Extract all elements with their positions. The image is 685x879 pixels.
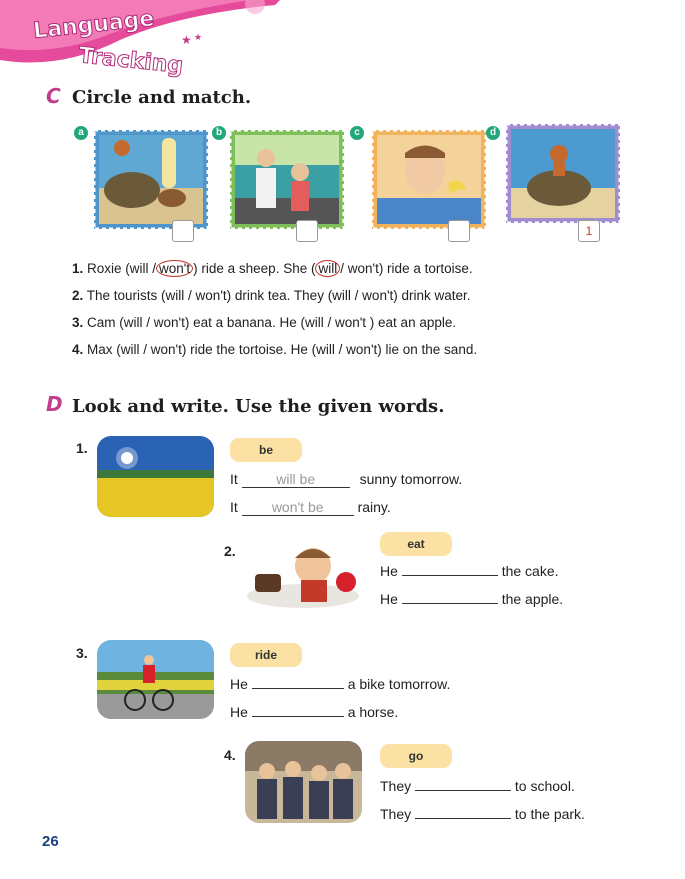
line-prefix: They bbox=[380, 778, 412, 794]
line-suffix: the cake. bbox=[501, 563, 559, 579]
line-prefix: He bbox=[380, 563, 398, 579]
answer-blank[interactable] bbox=[402, 603, 498, 604]
section-c-title: Circle and match. bbox=[72, 87, 252, 108]
section-d-letter: D bbox=[46, 392, 63, 416]
line-prefix: He bbox=[230, 704, 248, 720]
given-word-pill: eat bbox=[380, 532, 452, 556]
tortoise-dog-image bbox=[92, 128, 210, 231]
sentence-number: 1. bbox=[72, 261, 84, 276]
line-prefix: It bbox=[230, 499, 238, 515]
man-banana-image bbox=[370, 128, 488, 231]
answer-line bbox=[380, 563, 559, 579]
picture-c bbox=[354, 127, 488, 231]
answer-blank[interactable] bbox=[415, 818, 511, 819]
sentence-3 bbox=[72, 315, 456, 330]
sentence-2 bbox=[72, 288, 471, 303]
star-icon: ★ bbox=[194, 32, 203, 42]
sentence-text[interactable]: Max (will / won't) ride the tortoise. He (will / won't) lie on the sand. bbox=[87, 342, 478, 357]
picture-badge: d bbox=[486, 126, 500, 140]
picture-d bbox=[489, 122, 622, 238]
item-number: 3. bbox=[76, 645, 88, 661]
sentence-4 bbox=[72, 342, 477, 357]
boy-cake-image bbox=[245, 530, 362, 608]
picture-badge: b bbox=[212, 126, 226, 140]
sentence-1 bbox=[72, 261, 473, 276]
sentence-text[interactable]: The tourists (will / won't) drink tea. They (will / won't) drink water. bbox=[86, 288, 471, 303]
picture-a bbox=[78, 127, 210, 231]
sentence-text[interactable]: Cam (will / won't) eat a banana. He (will / won't ) eat an apple. bbox=[87, 315, 457, 330]
circled-answer[interactable]: won't bbox=[156, 260, 193, 277]
picture-b bbox=[215, 127, 346, 231]
item-number: 4. bbox=[224, 747, 236, 763]
star-icon: ★ bbox=[181, 33, 192, 47]
line-prefix: They bbox=[380, 806, 412, 822]
answer-line bbox=[230, 704, 398, 720]
answer-box[interactable]: 1 bbox=[578, 220, 600, 242]
given-word-pill: go bbox=[380, 744, 452, 768]
banner-line2: Tracking bbox=[77, 43, 185, 79]
line-prefix: He bbox=[380, 591, 398, 607]
answer-line bbox=[230, 676, 450, 692]
item-number: 1. bbox=[76, 440, 88, 456]
banner-line1: Language bbox=[32, 6, 156, 44]
answer-blank[interactable] bbox=[252, 716, 344, 717]
language-tracking-banner bbox=[0, 0, 280, 80]
answer-line bbox=[230, 471, 462, 488]
sentence-number: 3. bbox=[72, 315, 84, 330]
line-suffix: sunny tomorrow. bbox=[359, 471, 463, 487]
picture-badge: c bbox=[350, 126, 364, 140]
page-number: 26 bbox=[42, 833, 59, 850]
line-suffix: the apple. bbox=[501, 591, 564, 607]
answer-box[interactable] bbox=[448, 220, 470, 242]
sentence-part: Roxie (will / bbox=[87, 261, 157, 276]
bike-ride-image bbox=[97, 640, 214, 719]
answer-line bbox=[230, 499, 391, 516]
line-suffix: a horse. bbox=[347, 704, 399, 720]
answer-blank[interactable]: will be bbox=[242, 471, 350, 488]
answer-box[interactable] bbox=[172, 220, 194, 242]
sentence-number: 4. bbox=[72, 342, 84, 357]
circled-answer[interactable]: will bbox=[315, 260, 340, 277]
line-suffix: to school. bbox=[514, 778, 575, 794]
sentence-part: ) ride a sheep. She ( bbox=[193, 261, 316, 276]
line-suffix: a bike tomorrow. bbox=[347, 676, 451, 692]
sentence-part: / won't) ride a tortoise. bbox=[340, 261, 473, 276]
line-prefix: It bbox=[230, 471, 238, 487]
sunny-field-image bbox=[97, 436, 214, 517]
answer-line bbox=[380, 778, 575, 794]
answer-blank[interactable] bbox=[402, 575, 498, 576]
monkey-tortoise-image bbox=[504, 122, 622, 225]
given-word-pill: be bbox=[230, 438, 302, 462]
line-suffix: to the park. bbox=[514, 806, 585, 822]
answer-line bbox=[380, 591, 563, 607]
answer-line bbox=[380, 806, 585, 822]
given-word-pill: ride bbox=[230, 643, 302, 667]
line-prefix: He bbox=[230, 676, 248, 692]
sentence-number: 2. bbox=[72, 288, 84, 303]
picture-badge: a bbox=[74, 126, 88, 140]
tourists-drinking-image bbox=[228, 128, 346, 231]
answer-box[interactable] bbox=[296, 220, 318, 242]
answer-blank[interactable] bbox=[252, 688, 344, 689]
line-suffix: rainy. bbox=[357, 499, 391, 515]
answer-blank[interactable] bbox=[415, 790, 511, 791]
section-c-letter: C bbox=[46, 84, 61, 108]
answer-blank[interactable]: won't be bbox=[242, 499, 354, 516]
section-d-title: Look and write. Use the given words. bbox=[72, 396, 445, 417]
item-number: 2. bbox=[224, 543, 236, 559]
students-image bbox=[245, 741, 362, 823]
